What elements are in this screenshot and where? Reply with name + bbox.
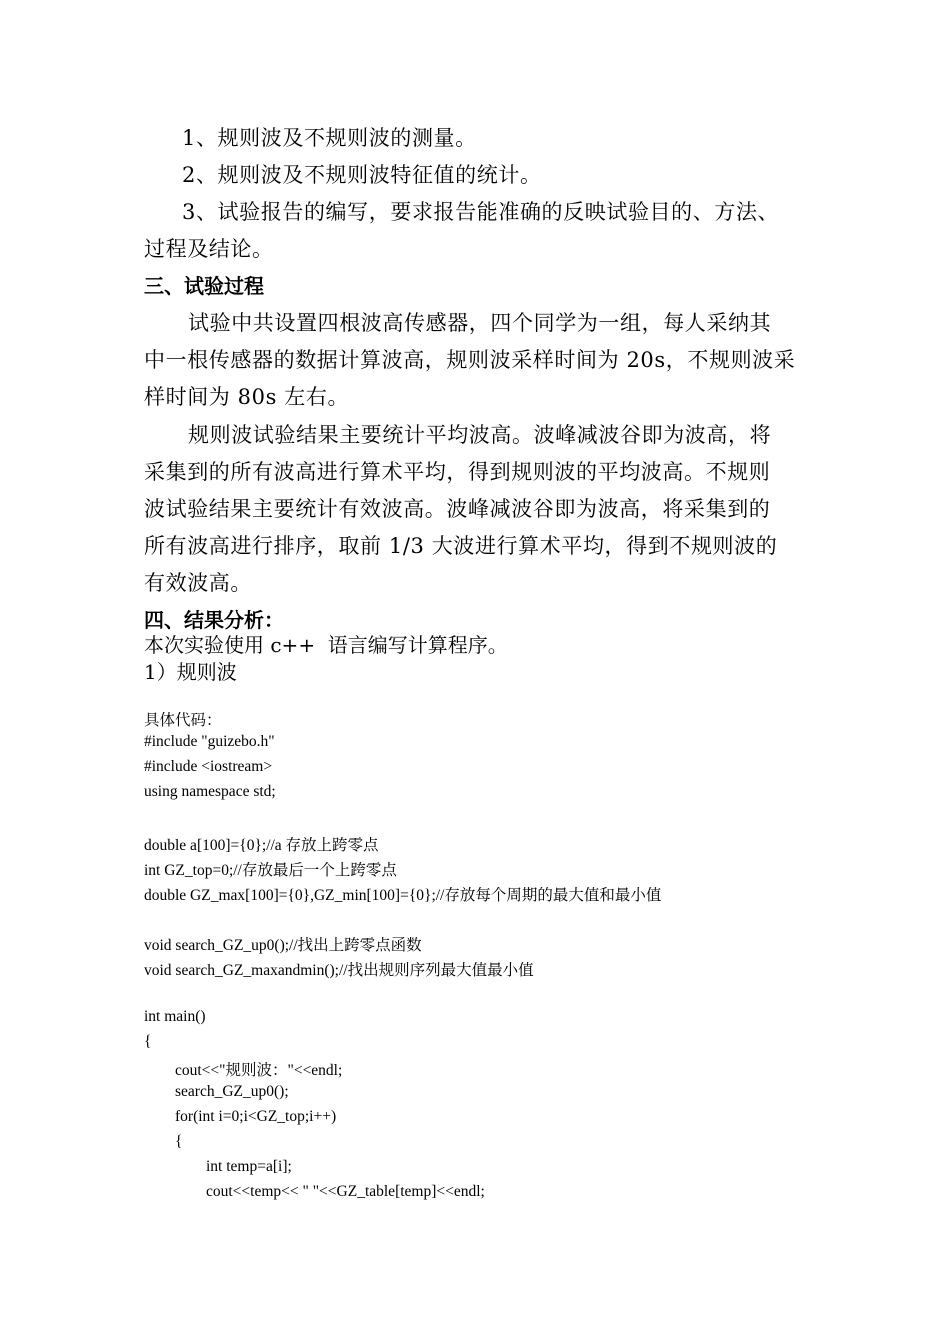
section-3-heading: 三、试验过程: [144, 274, 264, 298]
section-4-intro: 本次实验使用 c++ 语言编写计算程序。: [144, 633, 508, 657]
code-label: 具体代码：: [144, 712, 222, 729]
paragraph-line: 有效波高。: [144, 571, 252, 595]
code-line: {: [144, 1133, 183, 1150]
code-line: int temp=a[i];: [144, 1158, 292, 1175]
code-line: using namespace std;: [144, 783, 276, 800]
code-line: cout<<"规则波："<<endl;: [144, 1062, 343, 1079]
code-line: void search_GZ_up0();//找出上跨零点函数: [144, 937, 422, 954]
code-line: for(int i=0;i<GZ_top;i++): [144, 1108, 337, 1125]
paragraph-line: 所有波高进行排序，取前 1/3 大波进行算术平均，得到不规则波的: [144, 534, 778, 558]
paragraph-line: 采集到的所有波高进行算术平均，得到规则波的平均波高。不规则: [144, 460, 771, 484]
code-line: double GZ_max[100]={0},GZ_min[100]={0};//存放每个周期的最大值和最小值: [144, 887, 662, 904]
paragraph-line: 样时间为 80s 左右。: [144, 385, 350, 409]
list-item-2: 2、规则波及不规则波特征值的统计。: [182, 163, 542, 187]
paragraph-line: 规则波试验结果主要统计平均波高。波峰减波谷即为波高，将: [188, 423, 772, 447]
paragraph-line: 试验中共设置四根波高传感器，四个同学为一组，每人采纳其: [188, 311, 772, 335]
code-line: int GZ_top=0;//存放最后一个上跨零点: [144, 862, 397, 879]
section-4-subheading: 1）规则波: [144, 660, 237, 684]
code-line: #include "guizebo.h": [144, 733, 275, 750]
code-line: cout<<temp<< " "<<GZ_table[temp]<<endl;: [144, 1183, 485, 1200]
code-line: void search_GZ_maxandmin();//找出规则序列最大值最小值: [144, 962, 534, 979]
list-item-1: 1、规则波及不规则波的测量。: [182, 126, 477, 150]
paragraph-line: 波试验结果主要统计有效波高。波峰减波谷即为波高，将采集到的: [144, 497, 771, 521]
paragraph-line: 中一根传感器的数据计算波高，规则波采样时间为 20s，不规则波采: [144, 348, 796, 372]
list-item-3-continuation: 过程及结论。: [144, 237, 274, 261]
code-line: int main(): [144, 1008, 206, 1025]
code-line: double a[100]={0};//a 存放上跨零点: [144, 837, 379, 854]
code-line: #include <iostream>: [144, 758, 273, 775]
list-item-3: 3、试验报告的编写，要求报告能准确的反映试验目的、方法、: [182, 200, 780, 224]
code-line: {: [144, 1033, 152, 1050]
section-4-heading: 四、结果分析：: [144, 608, 284, 632]
code-line: search_GZ_up0();: [144, 1083, 289, 1100]
